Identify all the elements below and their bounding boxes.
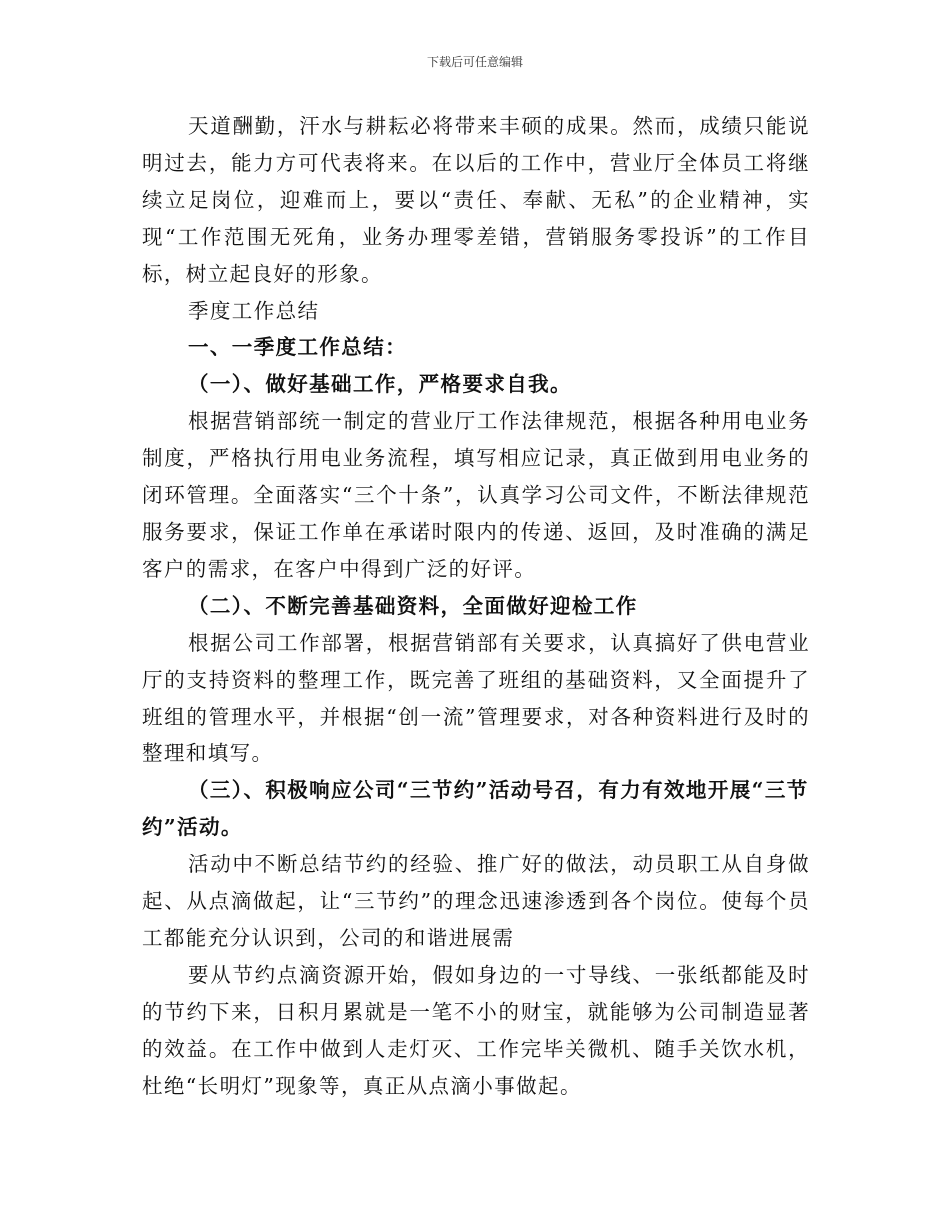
subsection-3-heading: （三）、积极响应公司“三节约”活动号召，有力有效地开展“三节约”活动。: [142, 778, 809, 840]
intro-paragraph: 天道酬勤，汗水与耕耘必将带来丰硕的成果。然而，成绩只能说明过去，能力方可代表将来。在以后的工作中，营业厅全体员工将继续立足岗位，迎难而上，要以“责任、奉献、无私”的企业精神，实现“工作范围无死角，业务办理零差错，营销服务零投诉”的工作目标，树立起良好的形象。: [142, 114, 810, 286]
subsection-2-paragraph: 根据公司工作部署，根据营销部有关要求，认真搞好了供电营业厅的支持资料的整理工作，既完善了班组的基础资料，又全面提升了班组的管理水平，并根据“创一流”管理要求，对各种资料进行及时的整理和填写。: [142, 630, 810, 766]
subsection-3-paragraph-1: 活动中不断总结节约的经验、推广好的做法，动员职工从自身做起、从点滴做起，让“三节约”的理念迅速渗透到各个岗位。使每个员工都能充分认识到，公司的和谐进展需: [142, 852, 810, 950]
subsection-1-paragraph: 根据营销部统一制定的营业厅工作法律规范，根据各种用电业务制度，严格执行用电业务流程，填写相应记录，真正做到用电业务的闭环管理。全面落实“三个十条”，认真学习公司文件，不断法律规范服务要求，保证工作单在承诺时限内的传递、返回，及时准确的满足客户的需求，在客户中得到广泛的好评。: [142, 409, 810, 581]
subsection-2-heading: （二）、不断完善基础资料，全面做好迎检工作: [188, 593, 638, 618]
section-1-heading: 一、一季度工作总结：: [188, 335, 407, 360]
page-header-note: 下载后可任意编辑: [426, 55, 523, 69]
document-body: [142, 108, 810, 1104]
document-title: 季度工作总结: [188, 298, 320, 323]
subsection-3-paragraph-2: 要从节约点滴资源开始，假如身边的一寸导线、一张纸都能及时的节约下来，日积月累就是一笔不小的财宝，就能够为公司制造显著的效益。在工作中做到人走灯灭、工作完毕关微机、随手关饮水机，杜绝“长明灯”现象等，真正从点滴小事做起。: [142, 962, 810, 1098]
subsection-1-heading: （一）、做好基础工作，严格要求自我。: [188, 372, 572, 397]
